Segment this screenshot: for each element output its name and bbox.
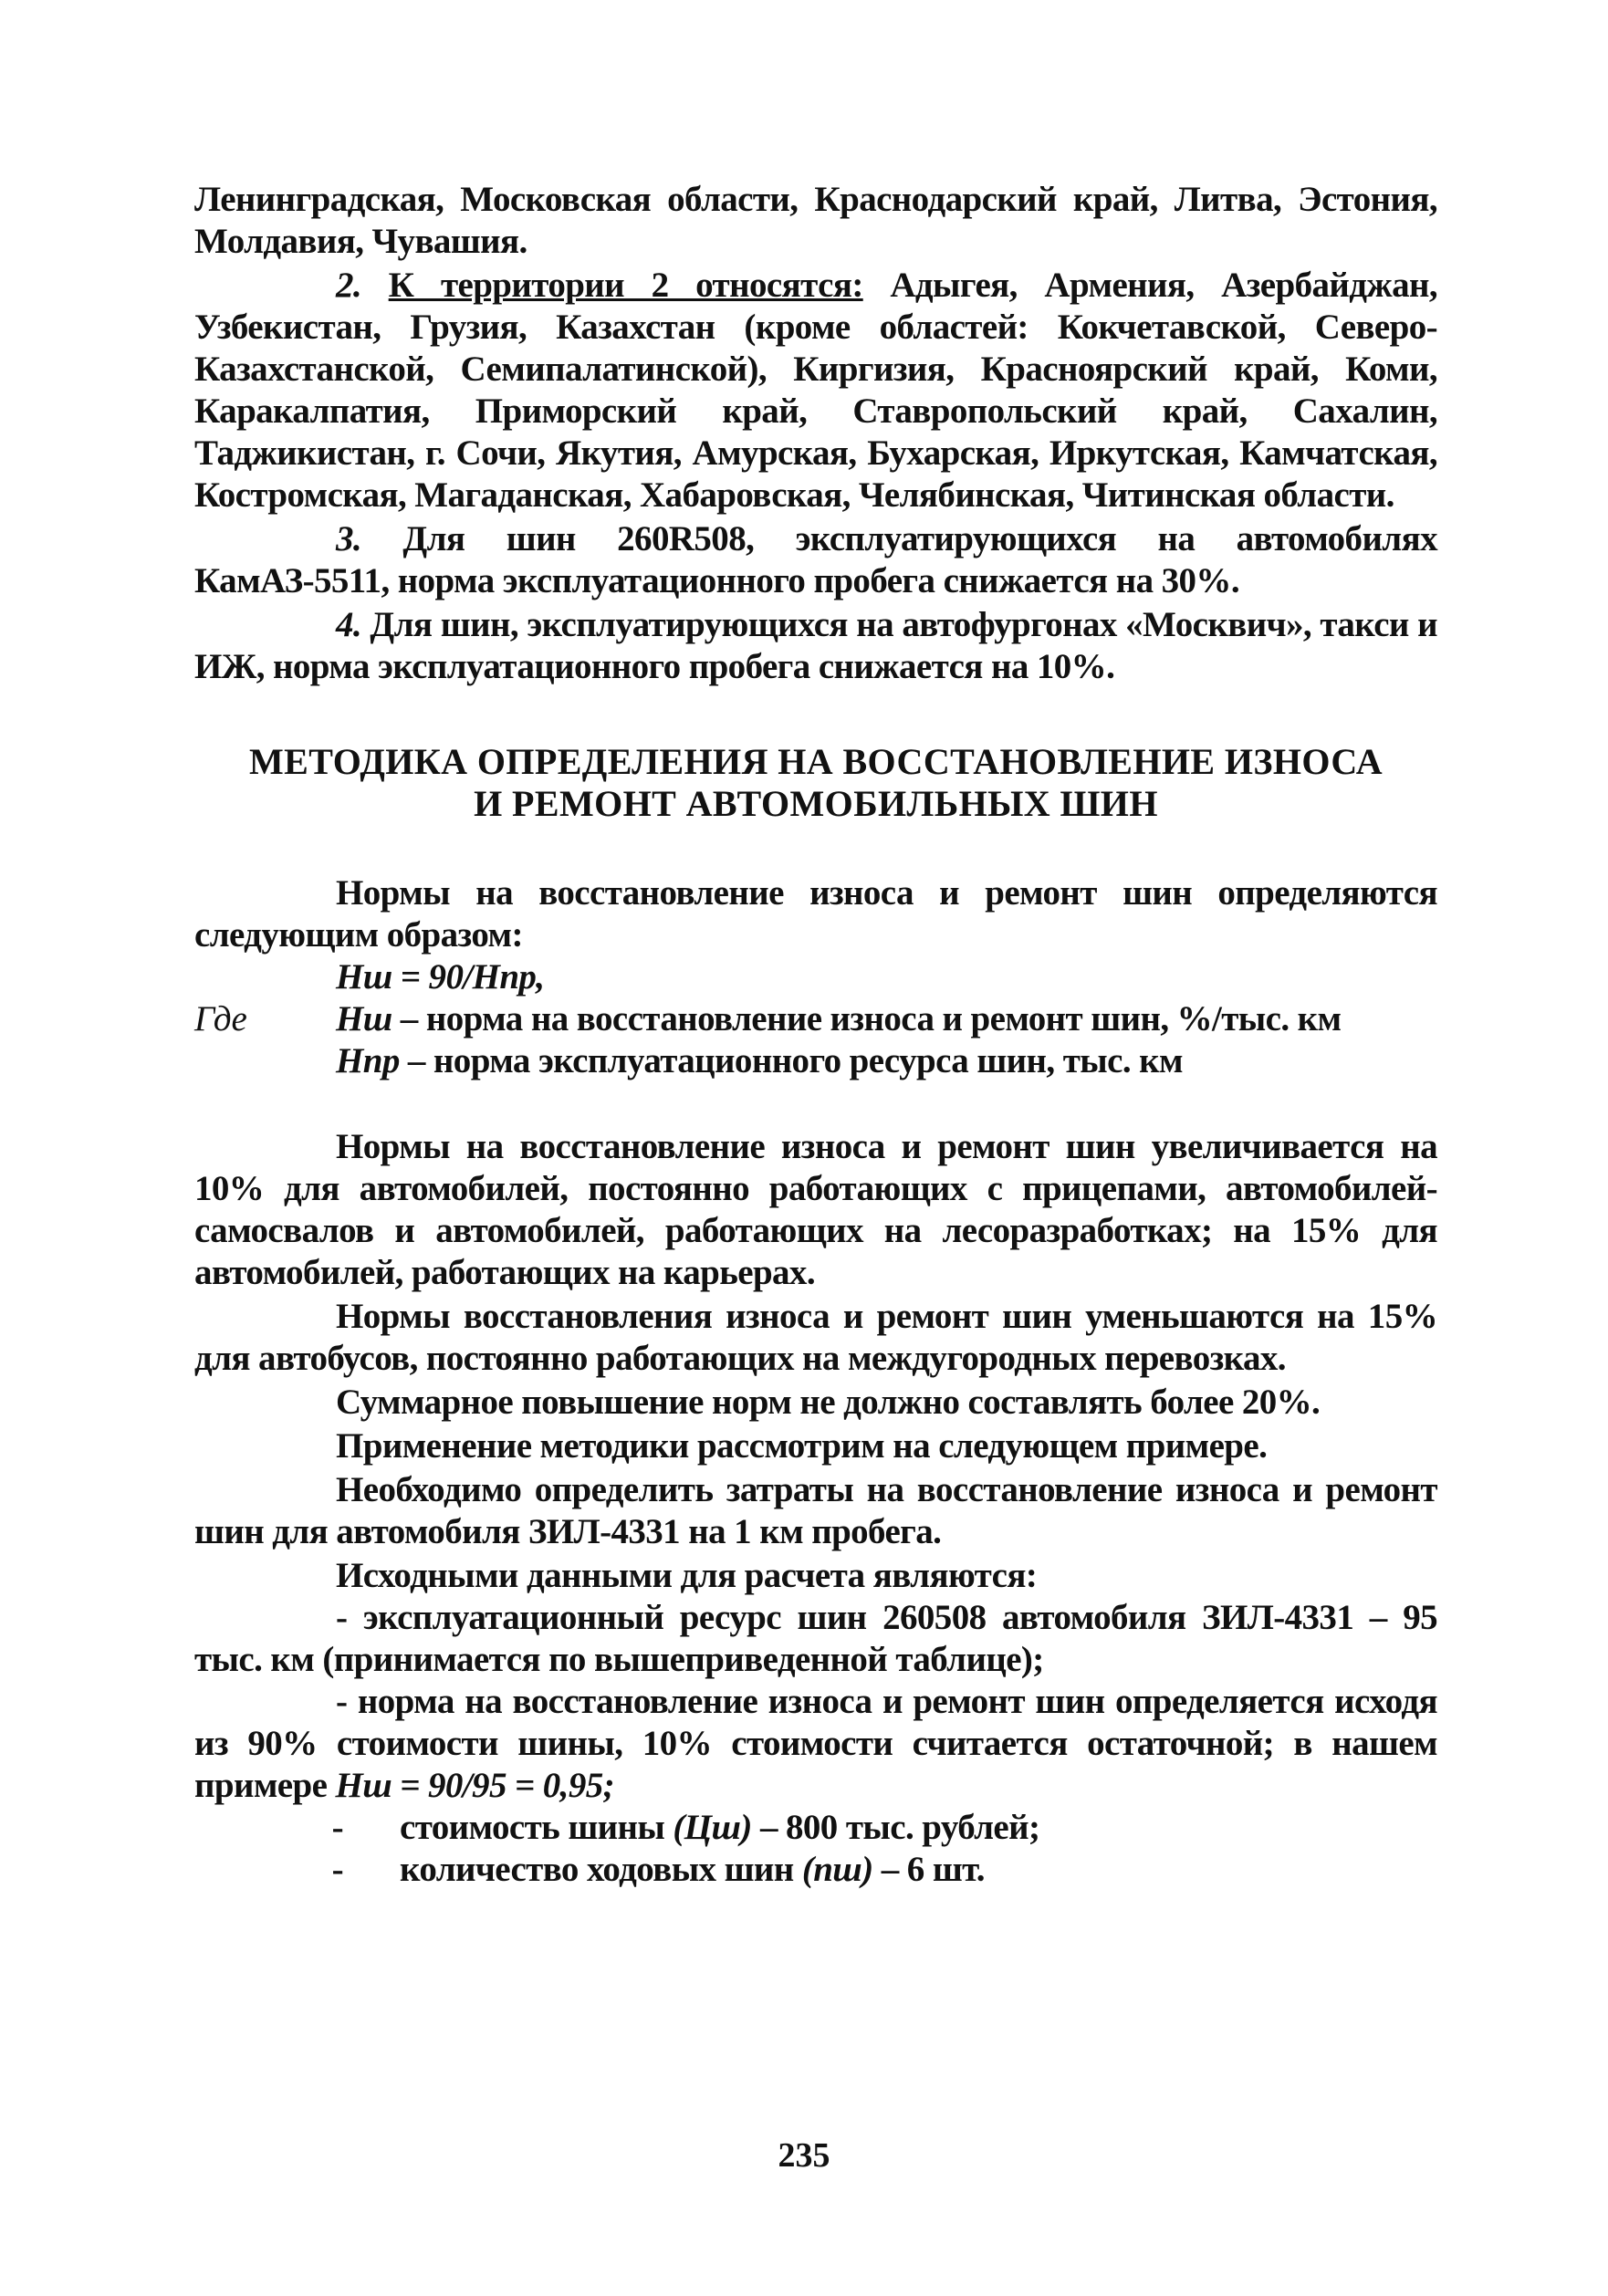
list-item-tire-cost bbox=[194, 1807, 1437, 1849]
paragraph-total-increase: Суммарное повышение норм не должно составлять более 20%. bbox=[336, 1383, 1321, 1422]
note-3-text: Для шин 260R508, эксплуатирующихся на автомобилях КамАЗ-5511, норма эксплуатационного пробега снижается на 30%. bbox=[194, 519, 1437, 600]
paragraph-note-4 bbox=[194, 604, 1437, 688]
section-heading-line-1: МЕТОДИКА ОПРЕДЕЛЕНИЯ НА ВОССТАНОВЛЕНИЕ ИЗНОСА bbox=[249, 741, 1383, 782]
definition-2-text: – норма эксплуатационного ресурса шин, тыс. км bbox=[399, 1041, 1183, 1080]
formula-line bbox=[194, 956, 1437, 998]
definition-1 bbox=[336, 998, 1342, 1040]
item-number-3: 3. bbox=[336, 519, 362, 558]
paragraph-example-intro: Применение методики рассмотрим на следующем примере. bbox=[336, 1426, 1268, 1466]
spacer bbox=[194, 1082, 1437, 1126]
bullet-dash: - bbox=[331, 1850, 343, 1889]
formula: Нш = 90/Нпр, bbox=[336, 957, 545, 997]
definition-2-symbol: Нпр bbox=[336, 1041, 400, 1080]
paragraph-territory-1-continued: Ленинградская, Московская области, Краснодарский край, Литва, Эстония, Молдавия, Чувашия. bbox=[194, 180, 1437, 261]
tire-count-value: – 6 шт. bbox=[872, 1850, 985, 1889]
norm-calc-formula: Нш = 90/95 = 0,95; bbox=[335, 1766, 615, 1805]
territory-2-lead: К территории 2 относятся: bbox=[388, 266, 863, 305]
formula-indent bbox=[194, 956, 336, 998]
item-number-4: 4. bbox=[336, 605, 362, 644]
tire-cost-symbol: (Цш) bbox=[673, 1808, 752, 1847]
where-label: Где bbox=[194, 999, 247, 1038]
tire-count-label: количество ходовых шин bbox=[400, 1850, 802, 1889]
definition-2 bbox=[336, 1040, 1183, 1082]
tire-count-text bbox=[400, 1849, 1437, 1891]
tire-cost-text bbox=[400, 1807, 1437, 1849]
definition-line-1 bbox=[194, 998, 1437, 1040]
item-number-2: 2. bbox=[336, 266, 362, 305]
paragraph-resource: - эксплуатационный ресурс шин 260508 автомобиля ЗИЛ-4331 – 95 тыс. км (принимается по вышеприведенной таблице); bbox=[194, 1598, 1437, 1679]
definition-1-text: – норма на восстановление износа и ремонт шин, %/тыс. км bbox=[392, 999, 1342, 1038]
section-heading bbox=[194, 741, 1437, 825]
definition-indent bbox=[194, 1040, 336, 1082]
definition-1-symbol: Нш bbox=[336, 999, 392, 1038]
page-number: 235 bbox=[778, 2136, 830, 2175]
note-4-text: Для шин, эксплуатирующихся на автофургонах «Москвич», такси и ИЖ, норма эксплуатационного пробега снижается на 10%. bbox=[194, 605, 1437, 686]
paragraph-input-data: Исходными данными для расчета являются: bbox=[336, 1556, 1038, 1595]
territory-2-list: Адыгея, Армения, Азербайджан, Узбекистан, Грузия, Казахстан (кроме областей: Кокчетавской, Северо-Казахстанской, Семипалатинской), Киргизия, Красноярский край, Коми, Каракалпатия, Приморский край, Ставропольский край, Сахалин, Таджикистан, г. Сочи, Якутия, Амурская, Бухарская, Иркутская, Камчатская, Костромская, Магаданская, Хабаровская, Челябинская, Читинская области. bbox=[194, 266, 1437, 515]
paragraph-note-3 bbox=[194, 518, 1437, 602]
paragraph-norm-calc bbox=[194, 1681, 1437, 1807]
paragraph-norms-intro: Нормы на восстановление износа и ремонт шин определяются следующим образом: bbox=[194, 873, 1437, 955]
paragraph-norms-increase: Нормы на восстановление износа и ремонт шин увеличивается на 10% для автомобилей, постоянно работающих с прицепами, автомобилей-самосвалов и автомобилей, работающих на лесоразработках; на 15% для автомобилей, работающих на карьерах. bbox=[194, 1127, 1437, 1292]
norm-calc-text: - норма на восстановление износа и ремонт шин определяется исходя из 90% стоимости шины, 10% стоимости считается остаточной; в нашем примере bbox=[194, 1682, 1437, 1805]
page-body bbox=[194, 179, 1437, 1891]
definition-line-2 bbox=[194, 1040, 1437, 1082]
list-item-tire-count bbox=[194, 1849, 1437, 1891]
paragraph-norms-decrease: Нормы восстановления износа и ремонт шин уменьшаются на 15% для автобусов, постоянно работающих на междугородных перевозках. bbox=[194, 1297, 1437, 1378]
paragraph-territory-2 bbox=[194, 265, 1437, 517]
bullet-dash: - bbox=[331, 1808, 343, 1847]
tire-cost-value: – 800 тыс. рублей; bbox=[751, 1808, 1040, 1847]
tire-cost-label: стоимость шины bbox=[400, 1808, 673, 1847]
section-heading-line-2: И РЕМОНТ АВТОМОБИЛЬНЫХ ШИН bbox=[474, 783, 1158, 824]
tire-count-symbol: (пш) bbox=[801, 1850, 873, 1889]
paragraph-task: Необходимо определить затраты на восстановление износа и ремонт шин для автомобиля ЗИЛ-4331 на 1 км пробега. bbox=[194, 1470, 1437, 1551]
